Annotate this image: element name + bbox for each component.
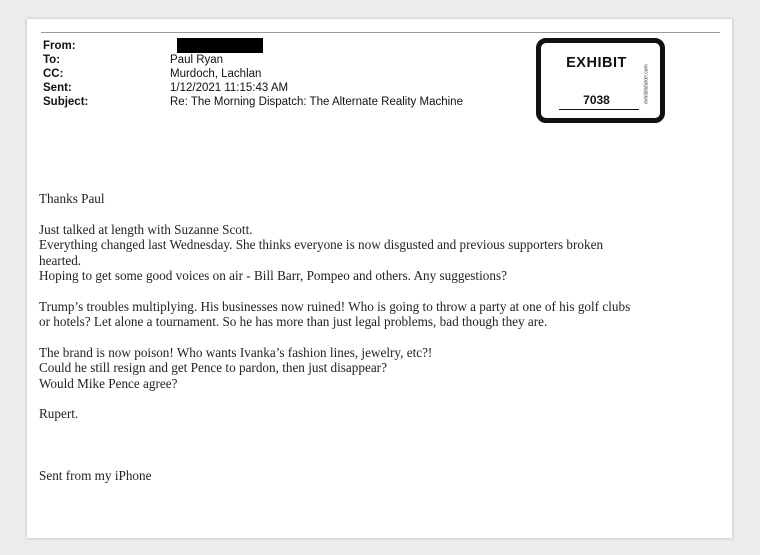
header-rule — [41, 32, 720, 33]
exhibit-title: EXHIBIT — [566, 55, 627, 71]
greeting: Thanks Paul — [39, 191, 105, 206]
body-line: hearted. — [39, 252, 82, 268]
signature: Rupert. — [39, 406, 79, 421]
exhibit-sticker — [536, 38, 665, 123]
cc-value: Murdoch, Lachlan — [170, 68, 262, 80]
body-line: Just talked at length with Suzanne Scott. — [39, 221, 253, 237]
email-body — [39, 191, 719, 483]
from-label: From: — [43, 40, 76, 52]
redaction-box — [177, 38, 263, 53]
to-label: To: — [43, 54, 61, 66]
subject-label: Subject: — [43, 96, 89, 108]
body-line: Everything changed last Wednesday. She thinks everyone is now disgusted and previous supporters broken — [39, 237, 604, 252]
body-line: Could he still resign and get Pence to pardon, then just disappear? — [39, 360, 387, 375]
body-line: Hoping to get some good voices on air - Bill Barr, Pompeo and others. Any suggestions? — [39, 268, 507, 283]
body-line: Would Mike Pence agree? — [39, 375, 178, 391]
sent-value: 1/12/2021 11:15:43 AM — [170, 82, 289, 94]
body-line: or hotels? Let alone a tournament. So he has more than just legal problems, bad though they are. — [39, 314, 548, 329]
exhibit-underline — [559, 109, 639, 110]
exhibit-side-text: exhibitsticker.com — [643, 64, 650, 104]
subject-value: Re: The Morning Dispatch: The Alternate Reality Machine — [170, 96, 463, 108]
to-value: Paul Ryan — [170, 54, 224, 66]
document-page — [27, 19, 732, 538]
body-line: The brand is now poison! Who wants Ivanka’s fashion lines, jewelry, etc?! — [39, 344, 433, 360]
sent-from-footer: Sent from my iPhone — [39, 467, 152, 483]
body-line: Trump’s troubles multiplying. His businesses now ruined! Who is going to throw a party at one of his golf clubs — [39, 298, 631, 314]
exhibit-number: 7038 — [583, 93, 610, 107]
cc-label: CC: — [43, 68, 64, 80]
sent-label: Sent: — [43, 82, 72, 94]
